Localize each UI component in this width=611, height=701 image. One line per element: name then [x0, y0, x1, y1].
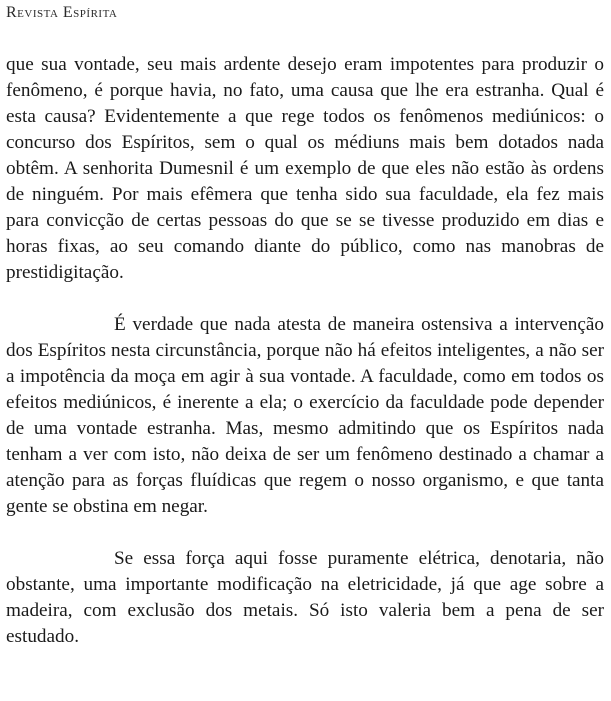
- page-body: [6, 52, 604, 650]
- paragraph-2: É verdade que nada atesta de maneira ostensiva a intervenção dos Espíritos nesta circunstância, porque não há efeitos inteligentes, a não ser a impotência da moça em agir à sua vontade. A faculdade, como em todos os efeitos mediúnicos, é inerente a ela; o exercício da faculdade pode depender de uma vontade estranha. Mas, mesmo admitindo que os Espíritos nada tenham a ver com isto, não deixa de ser um fenômeno destinado a chamar a atenção para as forças fluídicas que regem o nosso organismo, e que tanta gente se obstina em negar.: [6, 314, 604, 517]
- running-header: Revista Espírita: [6, 4, 118, 21]
- paragraph-3: Se essa força aqui fosse puramente elétrica, denotaria, não obstante, uma importante modificação na eletricidade, já que age sobre a madeira, com exclusão dos metais. Só isto valeria bem a pena de ser estudado.: [6, 548, 604, 647]
- paragraph-1: que sua vontade, seu mais ardente desejo eram impotentes para produzir o fenômeno, é porque havia, no fato, uma causa que lhe era estranha. Qual é esta causa? Evidentemente a que rege todos os fenômenos mediúnicos: o concurso dos Espíritos, sem o qual os médiuns mais bem dotados nada obtêm. A senhorita Dumesnil é um exemplo de que eles não estão às ordens de ninguém. Por mais efêmera que tenha sido sua faculdade, ela fez mais para convicção de certas pessoas do que se se tivesse produzido em dias e horas fixas, ao seu comando diante do público, como nas manobras de prestidigitação.: [6, 54, 604, 283]
